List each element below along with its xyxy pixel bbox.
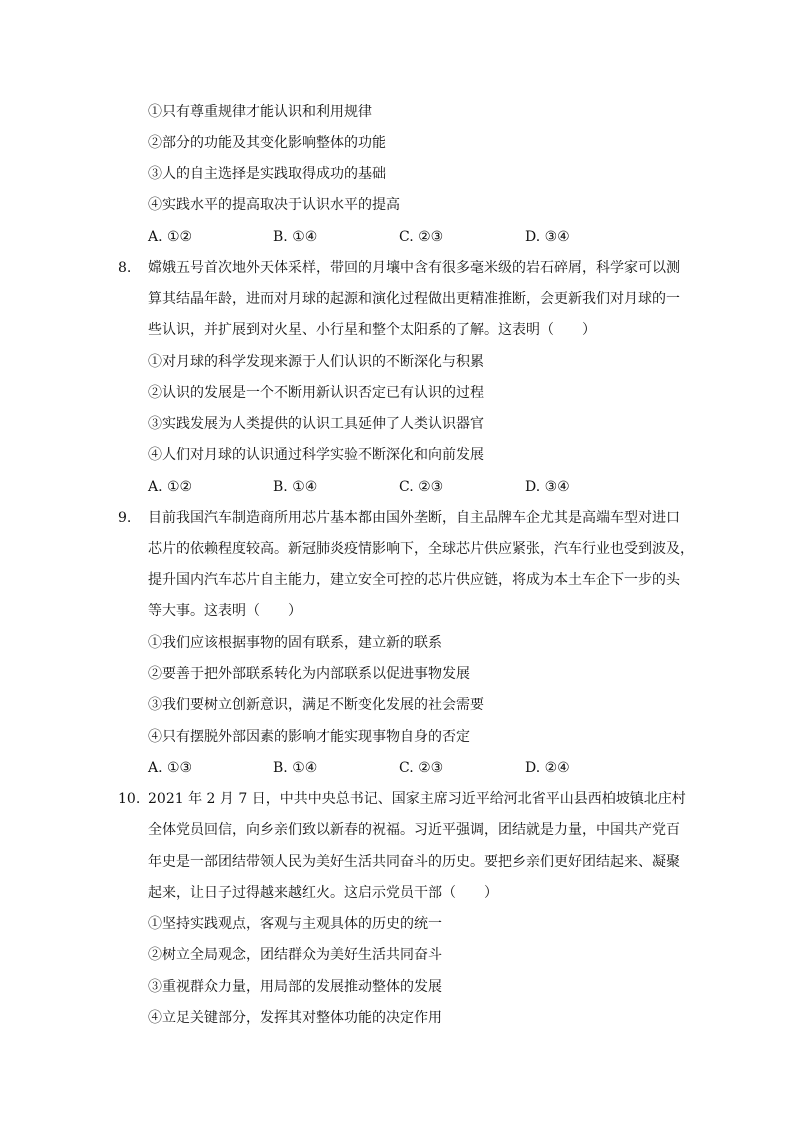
- option-item: ④只有摆脱外部因素的影响才能实现事物自身的否定: [148, 729, 470, 745]
- question-stem-line: 目前我国汽车制造商所用芯片基本都由国外垄断，自主品牌车企尤其是高端车型对进口: [148, 510, 680, 526]
- choice-b: B. ①④: [273, 479, 318, 495]
- question-number: 10.: [118, 791, 141, 807]
- choice-d: D. ②④: [525, 760, 570, 776]
- choice-b: B. ①④: [273, 760, 318, 776]
- option-item: ③重视群众力量，用局部的发展推动整体的发展: [148, 979, 442, 995]
- option-item: ④人们对月球的认识通过科学实验不断深化和向前发展: [148, 447, 484, 463]
- option-item: ①我们应该根据事物的固有联系，建立新的联系: [148, 635, 442, 651]
- option-item: ③人的自主选择是实践取得成功的基础: [148, 166, 386, 182]
- option-item: ①只有尊重规律才能认识和利用规律: [148, 104, 372, 120]
- question-stem-line: 提升国内汽车芯片自主能力，建立安全可控的芯片供应链，将成为本土车企下一步的头: [148, 572, 680, 588]
- question-stem-line: 芯片的依赖程度较高。新冠肺炎疫情影响下，全球芯片供应紧张，汽车行业也受到波及，: [148, 541, 694, 557]
- choice-d: D. ③④: [525, 229, 570, 245]
- choice-a: A. ①②: [148, 479, 193, 495]
- question-stem-line: 起来，让日子过得越来越红火。这启示党员干部（ ）: [148, 885, 498, 901]
- option-item: ①对月球的科学发现来源于人们认识的不断深化与积累: [148, 354, 484, 370]
- choice-c: C. ②③: [399, 229, 444, 245]
- question-stem-line: 全体党员回信，向乡亲们致以新春的祝福。习近平强调，团结就是力量，中国共产党百: [148, 822, 680, 838]
- question-stem-line: 算其结晶年龄，进而对月球的起源和演化过程做出更精准推断，会更新我们对月球的一: [148, 291, 680, 307]
- option-item: ②认识的发展是一个不断用新认识否定已有认识的过程: [148, 385, 484, 401]
- answer-choices: [148, 477, 668, 497]
- answer-choices: [148, 227, 668, 247]
- choice-c: C. ②③: [399, 760, 444, 776]
- choice-b: B. ①④: [273, 229, 318, 245]
- option-item: ②部分的功能及其变化影响整体的功能: [148, 135, 386, 151]
- question-stem-line: 等大事。这表明（ ）: [148, 603, 302, 619]
- question-stem-line: 2021 年 2 月 7 日，中共中央总书记、国家主席习近平给河北省平山县西柏坡镇北庄村: [148, 791, 686, 807]
- option-item: ④立足关键部分，发挥其对整体功能的决定作用: [148, 1010, 442, 1026]
- choice-d: D. ③④: [525, 479, 570, 495]
- question-stem-line: 嫦娥五号首次地外天体采样，带回的月壤中含有很多毫米级的岩石碎屑，科学家可以测: [148, 260, 680, 276]
- choice-a: A. ①③: [148, 760, 193, 776]
- question-stem-line: 些认识，并扩展到对火星、小行星和整个太阳系的了解。这表明（ ）: [148, 322, 596, 338]
- answer-choices: [148, 758, 668, 778]
- option-item: ②树立全局观念，团结群众为美好生活共同奋斗: [148, 947, 442, 963]
- option-item: ③实践发展为人类提供的认识工具延伸了人类认识器官: [148, 416, 484, 432]
- choice-a: A. ①②: [148, 229, 193, 245]
- question-number: 9.: [118, 510, 132, 526]
- option-item: ③我们要树立创新意识，满足不断变化发展的社会需要: [148, 697, 484, 713]
- option-item: ①坚持实践观点，客观与主观具体的历史的统一: [148, 916, 442, 932]
- choice-c: C. ②③: [399, 479, 444, 495]
- question-stem-line: 年史是一部团结带领人民为美好生活共同奋斗的历史。要把乡亲们更好团结起来、凝聚: [148, 854, 680, 870]
- option-item: ④实践水平的提高取决于认识水平的提高: [148, 197, 400, 213]
- question-number: 8.: [118, 260, 132, 276]
- option-item: ②要善于把外部联系转化为内部联系以促进事物发展: [148, 666, 470, 682]
